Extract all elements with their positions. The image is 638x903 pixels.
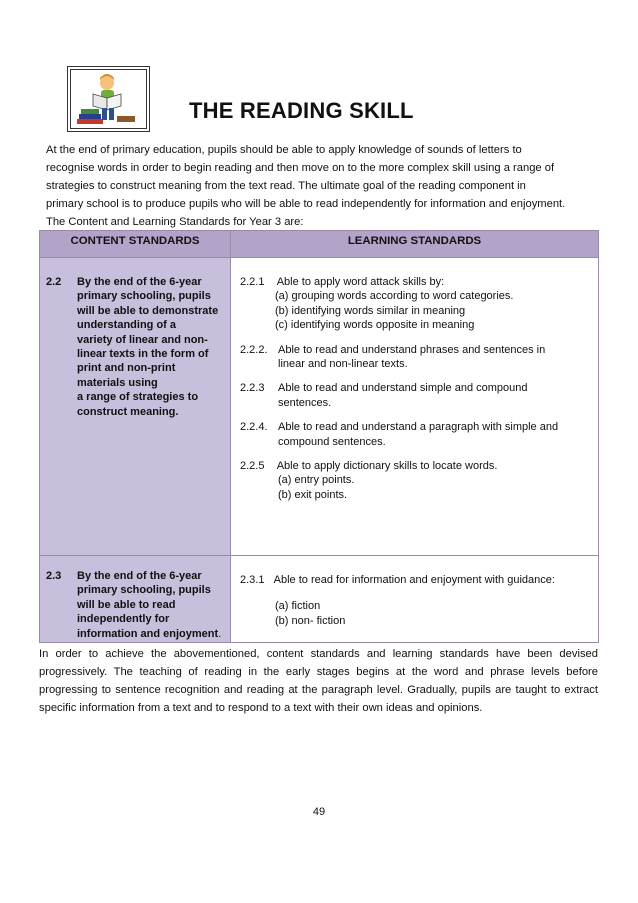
intro-line: strategies to construct meaning from the text read. The ultimate goal of the reading component in (46, 180, 526, 192)
learning-sub-item: (a) fiction (275, 600, 321, 613)
content-line: understanding of a (77, 319, 176, 332)
learning-standard-text: Able to apply dictionary skills to locate words. (276, 460, 498, 473)
standards-table (39, 230, 599, 643)
logo-frame (67, 66, 150, 132)
learning-standard-item (240, 343, 589, 372)
closing-paragraph: In order to achieve the abovementioned, content standards and learning standards have been devised progressively. The teaching of reading in the early stages begins at the word and phrase levels before progressing to sentence recognition and reading at the paragraph level. Gradually, pupils are taught to extract specific information from a text and to respond to a text with their own ideas and opinions. (39, 648, 598, 714)
content-line: By the end of the 6-year (77, 570, 202, 582)
learning-standard-number: 2.2.4. (240, 421, 268, 434)
learning-standard-number: 2.2.2. (240, 343, 268, 356)
content-standard-text (77, 275, 225, 419)
content-line: variety of linear and non- (77, 333, 208, 346)
learning-standard-number: 2.2.1 (240, 276, 265, 288)
content-line: information and enjoyment (77, 627, 219, 640)
learning-standard-number: 2.3.1 (240, 574, 265, 586)
learning-standard-number: 2.2.3 (240, 382, 265, 395)
learning-standard-item (240, 573, 589, 628)
content-line: will be able to read (77, 598, 176, 611)
learning-standard-text: linear and non-linear texts. (278, 358, 408, 371)
intro-line: The Content and Learning Standards for Year 3 are: (46, 216, 304, 228)
learning-standard-text: Able to read and understand phrases and sentences in (278, 343, 546, 356)
learning-standard-text: sentences. (278, 396, 332, 409)
content-standard-cell (40, 258, 231, 556)
content-standard-number: 2.3 (46, 570, 62, 582)
content-standard-cell (40, 556, 231, 643)
learning-standard-text: Able to read and understand a paragraph with simple and (278, 421, 559, 434)
table-header-row (40, 231, 599, 258)
learning-standard-item (240, 420, 589, 449)
content-line: a range of strategies to (77, 391, 199, 404)
learning-sub-item: (a) grouping words according to word categories. (275, 290, 514, 303)
table-row (40, 556, 599, 643)
learning-sub-item: (b) exit points. (278, 488, 348, 501)
learning-standards-header: LEARNING STANDARDS (231, 231, 599, 258)
content-line: construct meaning. (77, 405, 179, 418)
content-standard-text (77, 569, 225, 641)
learning-standard-text: compound sentences. (278, 435, 386, 448)
learning-sub-item: (b) identifying words similar in meaning (275, 304, 466, 317)
child-reading-books-icon (70, 69, 147, 129)
learning-standard-cell (231, 258, 599, 556)
intro-line: primary school is to produce pupils who will be able to read independently for information and enjoyment. (46, 198, 566, 210)
learning-standard-cell (231, 556, 599, 643)
content-line: By the end of the 6-year (77, 276, 202, 288)
learning-sub-item: (b) non- fiction (275, 614, 346, 627)
content-standards-header: CONTENT STANDARDS (40, 231, 231, 258)
learning-standard-text: Able to read for information and enjoyment with guidance: (273, 574, 555, 586)
learning-standard-item (240, 275, 589, 333)
intro-paragraph (46, 141, 596, 231)
content-line: primary schooling, pupils (77, 290, 211, 303)
page-title: THE READING SKILL (189, 98, 414, 123)
content-line: primary schooling, pupils (77, 584, 211, 597)
content-line: print and non-print (77, 362, 176, 375)
learning-standard-item (240, 459, 589, 502)
content-standard-number: 2.2 (46, 276, 62, 288)
content-line-trailing: . (218, 627, 222, 640)
learning-standard-item (240, 381, 589, 410)
content-line: independently for (77, 613, 170, 626)
learning-standard-number: 2.2.5 (240, 460, 265, 473)
intro-line: At the end of primary education, pupils should be able to apply knowledge of sounds of letters to (46, 144, 522, 156)
intro-line: recognise words in order to begin reading and then move on to the more complex skill using a range of (46, 162, 555, 174)
content-line: will be able to demonstrate (77, 304, 219, 317)
learning-standard-text: Able to read and understand simple and compound (278, 382, 528, 395)
page-number: 49 (312, 806, 326, 818)
learning-sub-item: (c) identifying words opposite in meaning (275, 319, 475, 332)
learning-sub-item: (a) entry points. (278, 474, 355, 487)
content-line: linear texts in the form of (77, 348, 209, 361)
content-line: materials using (77, 376, 158, 389)
learning-standard-text: Able to apply word attack skills by: (276, 276, 445, 288)
table-row (40, 258, 599, 556)
